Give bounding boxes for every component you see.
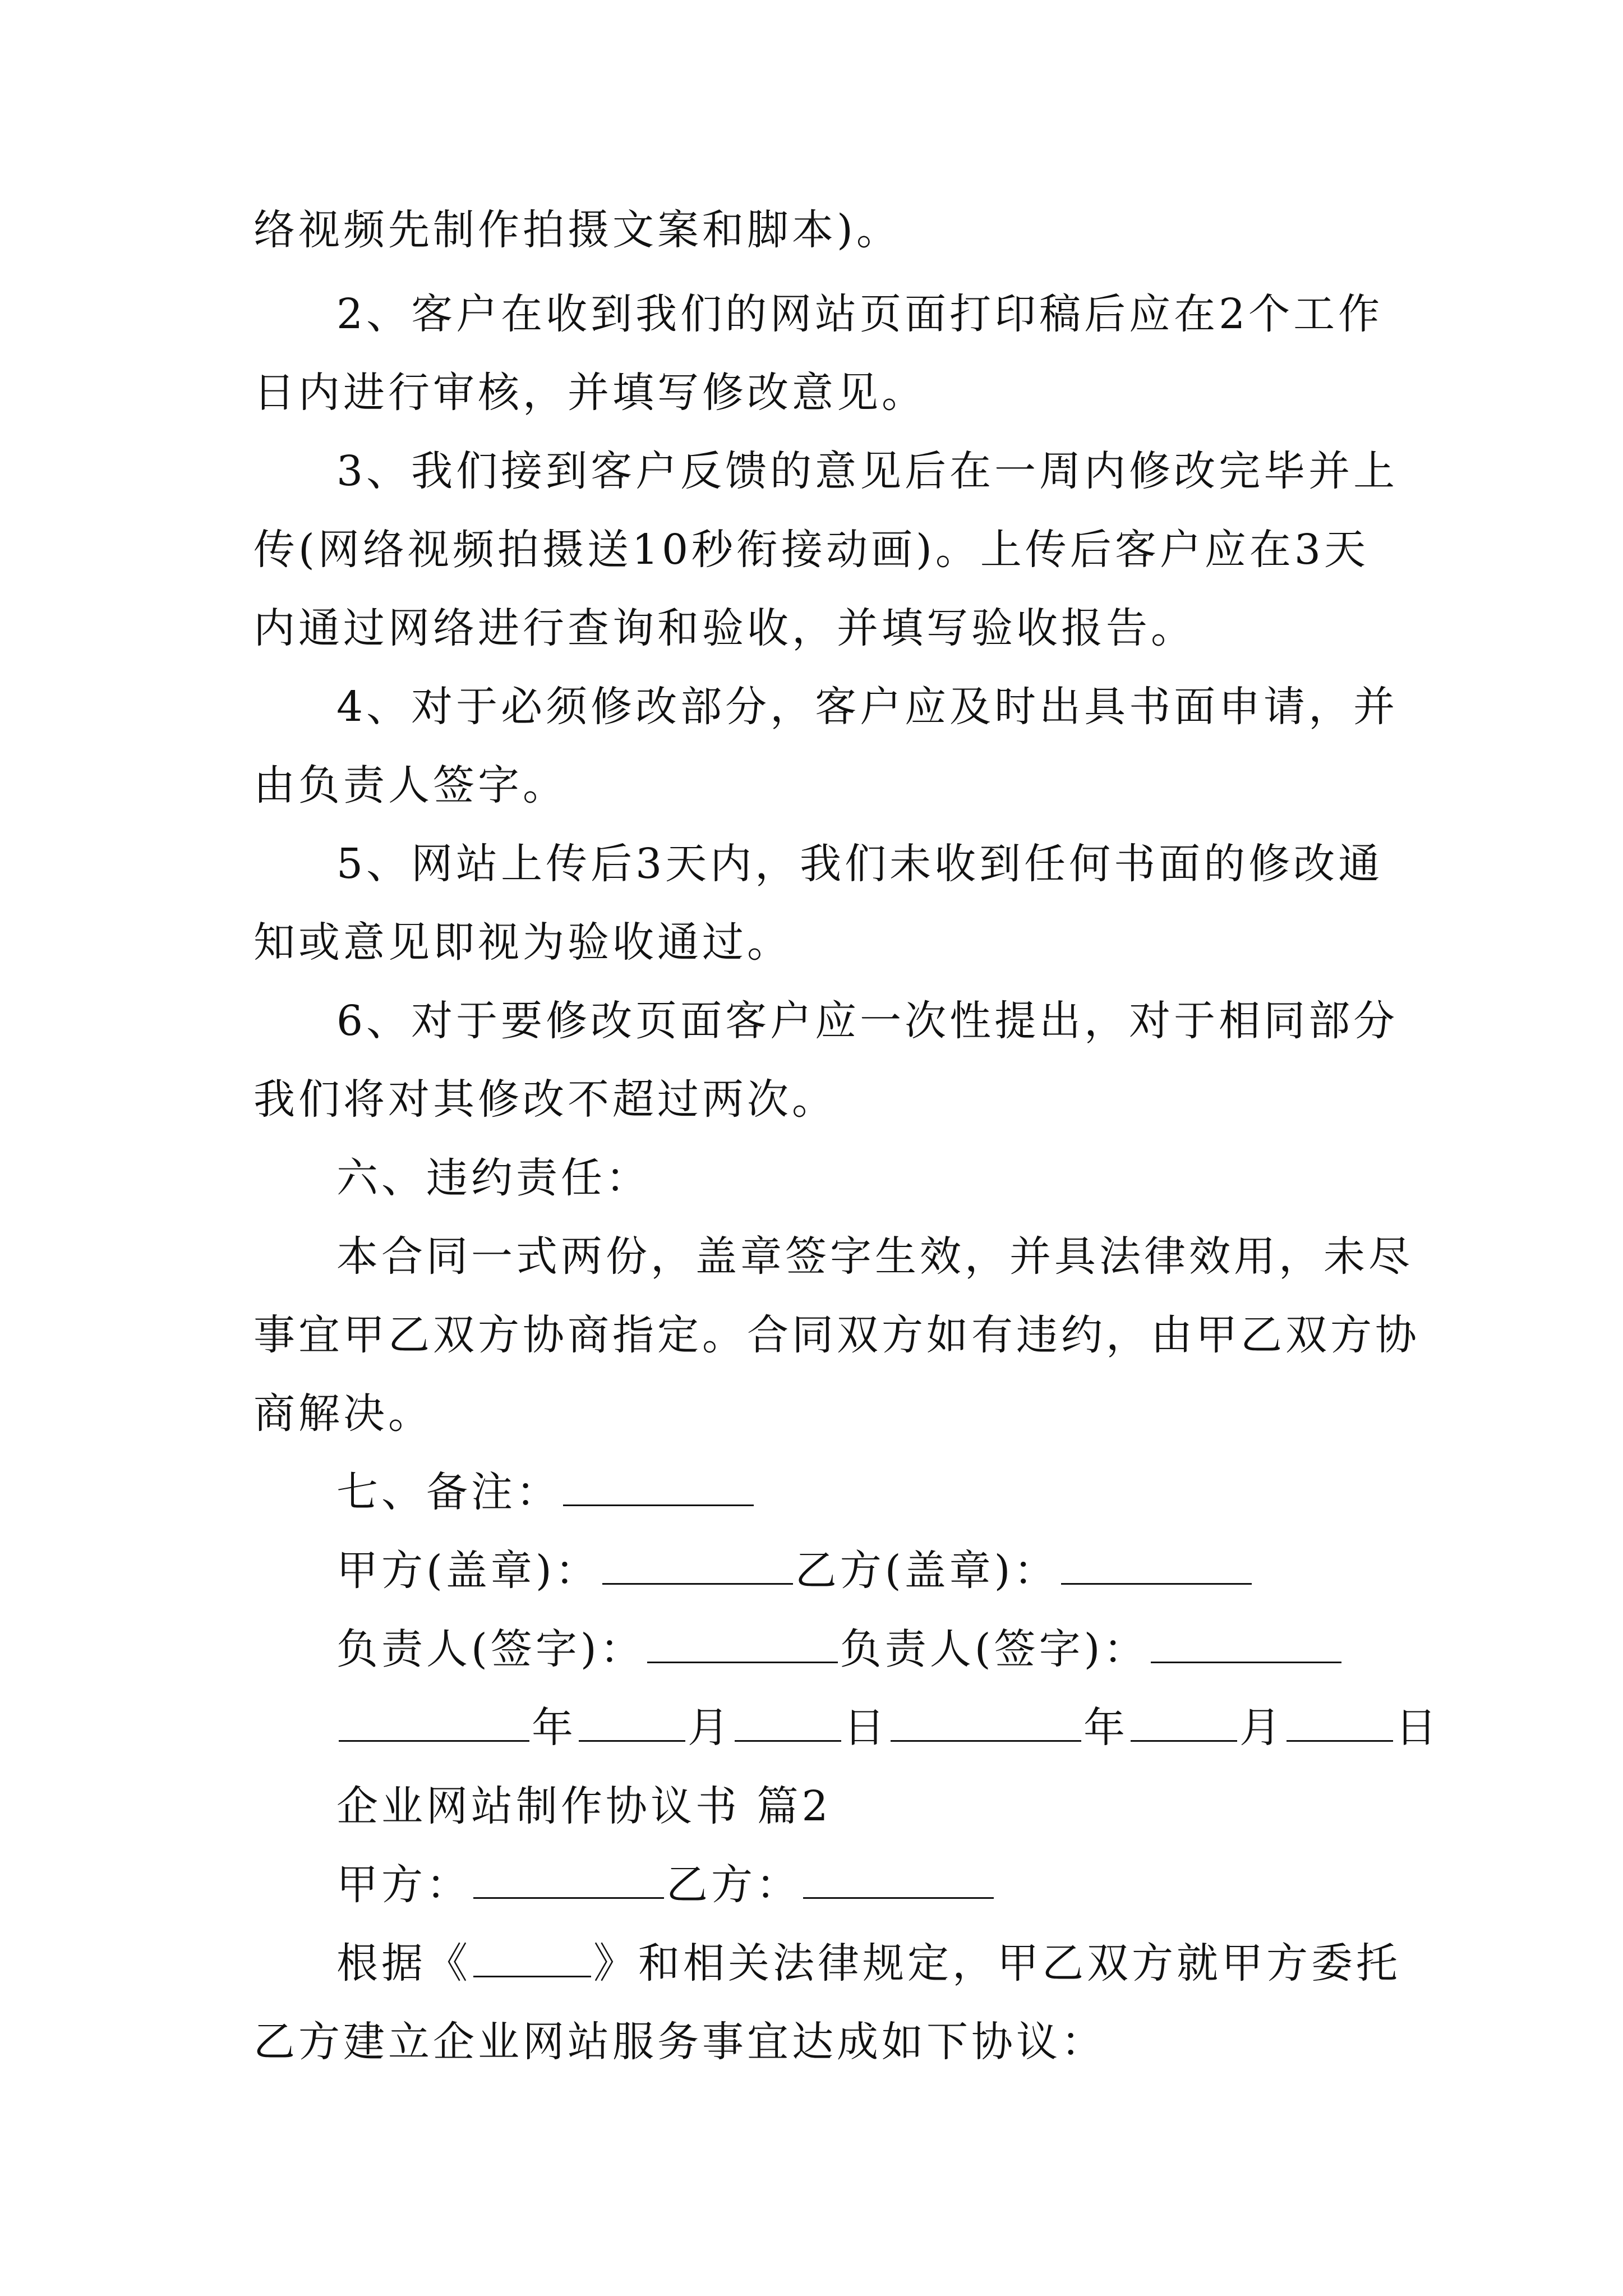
day-b-label: 日	[1395, 1704, 1440, 1752]
remarks-row	[336, 1464, 1469, 1520]
basis-line	[336, 1935, 1469, 1991]
basis-prefix: 根据《	[336, 1939, 471, 1987]
party-a-seal-label: 甲方(盖章)：	[336, 1547, 600, 1595]
day-a-label: 日	[843, 1704, 888, 1752]
party-b-seal-label: 乙方(盖章)：	[795, 1547, 1059, 1595]
law-name-blank	[473, 1936, 591, 1977]
paragraph-line: 乙方建立企业网站服务事宜达成如下协议：	[253, 2018, 1106, 2066]
paragraph-line: 事宜甲乙双方协商指定。合同双方如有违约，由甲乙双方协	[253, 1311, 1420, 1359]
year-b-label: 年	[1083, 1704, 1128, 1752]
section-title: 企业网站制作协议书 篇2	[336, 1782, 832, 1830]
remarks-blank	[563, 1465, 754, 1506]
year-a-blank	[339, 1701, 529, 1742]
paragraph-line: 内通过网络进行查询和验收，并填写验收报告。	[253, 604, 1196, 652]
paragraph-line: 由负责人签字。	[253, 761, 568, 809]
paragraph-line: 4、对于必须修改部分，客户应及时出具书面申请，并	[336, 683, 1399, 731]
paragraph-line: 络视频先制作拍摄文案和脚本)。	[253, 206, 901, 254]
paragraph-line: 5、网站上传后3天内，我们未收到任何书面的修改通	[336, 840, 1384, 888]
signer-a-label: 负责人(签字)：	[336, 1625, 645, 1673]
party-b-blank	[803, 1858, 994, 1899]
party-a-blank	[473, 1858, 664, 1899]
paragraph-line: 3、我们接到客户反馈的意见后在一周内修改完毕并上	[336, 447, 1399, 495]
date-row	[336, 1700, 1469, 1756]
year-b-blank	[891, 1701, 1081, 1742]
paragraph-line: 我们将对其修改不超过两次。	[253, 1075, 837, 1124]
paragraph-line: 传(网络视频拍摄送10秒衔接动画)。上传后客户应在3天	[253, 526, 1369, 574]
paragraph-line: 2、客户在收到我们的网站页面打印稿后应在2个工作	[336, 290, 1384, 338]
signer-b-blank	[1151, 1622, 1341, 1663]
paragraph-line: 日内进行审核，并填写修改意见。	[253, 369, 926, 417]
party-a-label: 甲方：	[336, 1861, 471, 1909]
party-b-seal-blank	[1061, 1544, 1252, 1585]
signer-b-label: 负责人(签字)：	[840, 1625, 1149, 1673]
month-b-blank	[1131, 1701, 1237, 1742]
month-b-label: 月	[1239, 1704, 1284, 1752]
day-a-blank	[735, 1701, 841, 1742]
party-a-seal-blank	[602, 1544, 793, 1585]
year-a-label: 年	[532, 1704, 577, 1752]
signer-a-blank	[647, 1622, 838, 1663]
paragraph-line: 6、对于要修改页面客户应一次性提出，对于相同部分	[336, 997, 1399, 1045]
month-a-label: 月	[688, 1704, 732, 1752]
month-a-blank	[579, 1701, 685, 1742]
party-b-label: 乙方：	[666, 1861, 801, 1909]
section-heading: 六、违约责任：	[336, 1154, 651, 1202]
remarks-label: 七、备注：	[336, 1468, 561, 1516]
day-b-blank	[1287, 1701, 1393, 1742]
parties-row	[336, 1857, 1469, 1913]
signer-row	[336, 1621, 1469, 1677]
basis-suffix: 》和相关法律规定，甲乙双方就甲方委托	[593, 1939, 1401, 1987]
paragraph-line: 本合同一式两份，盖章签字生效，并具法律效用，未尽	[336, 1232, 1413, 1281]
paragraph-line: 知或意见即视为验收通过。	[253, 918, 792, 967]
seal-row	[336, 1543, 1469, 1599]
paragraph-line: 商解决。	[253, 1389, 433, 1438]
